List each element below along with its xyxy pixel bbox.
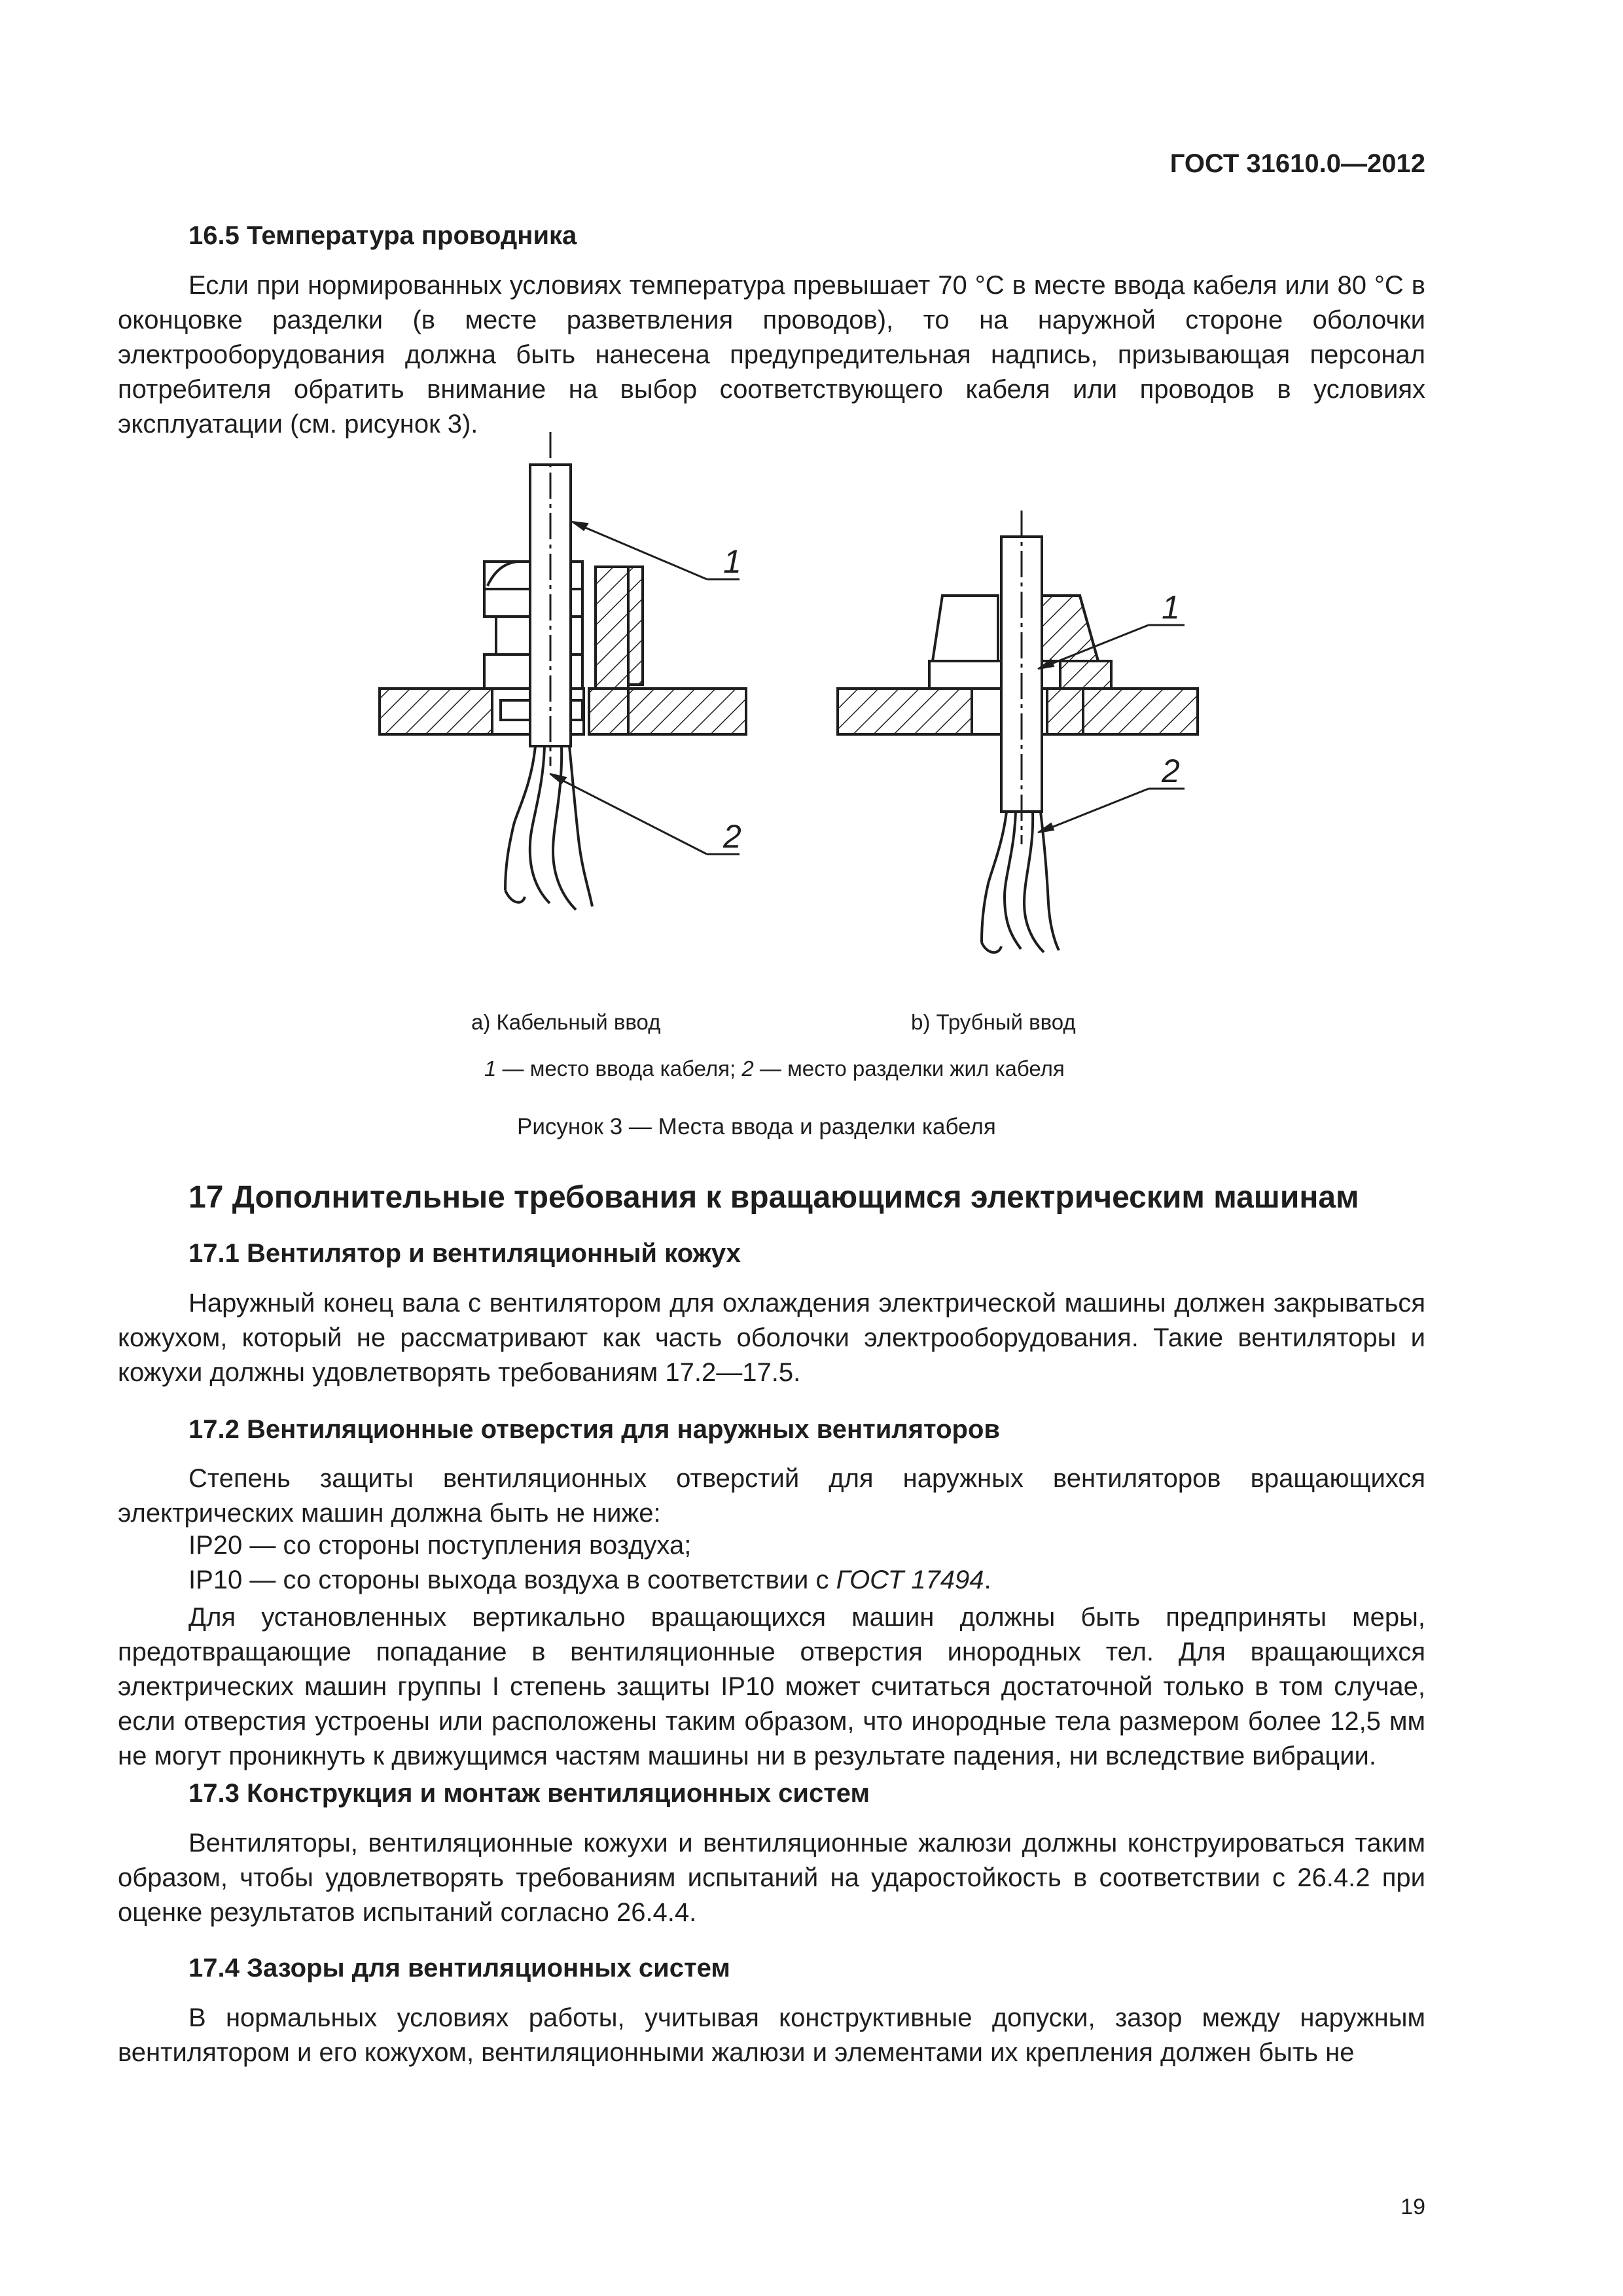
section-17-heading: 17 Дополнительные требования к вращающимся электрическим машинам bbox=[188, 1180, 1359, 1215]
conduit-entry-drawing bbox=[838, 511, 1198, 952]
section-17-4-text: В нормальных условиях работы, учитывая конструктивные допуски, зазор между наружным вентилятором и его кожухом, вентиляционными жалюзи и элементами их крепления должен быть не bbox=[118, 2003, 1425, 2067]
figure-3-drawing bbox=[353, 419, 1204, 1060]
figure-title: Рисунок 3 — Места ввода и разделки кабеля bbox=[517, 1114, 996, 1139]
page-number: 19 bbox=[1400, 2195, 1425, 2219]
figure-legend bbox=[484, 1056, 1065, 1081]
figure-a-label-2: 2 bbox=[723, 818, 741, 855]
section-16-5-heading: 16.5 Температура проводника bbox=[188, 221, 577, 250]
legend-number-2: 2 bbox=[741, 1056, 754, 1081]
figure-b-label-2: 2 bbox=[1162, 753, 1180, 789]
section-17-2-item-ip10 bbox=[188, 1566, 991, 1595]
section-17-3-heading: 17.3 Конструкция и монтаж вентиляционных систем bbox=[188, 1779, 870, 1808]
section-16-5-paragraph bbox=[118, 268, 1425, 442]
section-17-4-paragraph bbox=[118, 2001, 1425, 2070]
section-16-5-text: Если при нормированных условиях температура превышает 70 °С в месте ввода кабеля или 80 °С в оконцовке разделки (в месте разветвления проводов), то на наружной стороне оболочки электрооборудования должна быть нанесена предупредительная надпись, призывающая персонал потребителя обратить внимание на выбор соответствующего кабеля или проводов в условиях эксплуатации (см. рисунок 3). bbox=[118, 271, 1425, 439]
figure-a-label-1: 1 bbox=[723, 543, 741, 580]
section-17-2-item-ip20: IP20 — со стороны поступления воздуха; bbox=[188, 1531, 692, 1560]
section-17-4-heading: 17.4 Зазоры для вентиляционных систем bbox=[188, 1954, 730, 1982]
figure-caption-a: a) Кабельный ввод bbox=[471, 1010, 661, 1034]
item-ip10-end: . bbox=[984, 1566, 991, 1594]
item-ip10-text: IP10 — со стороны выхода воздуха в соответствии с bbox=[188, 1566, 836, 1594]
figure-b-label-1: 1 bbox=[1162, 589, 1180, 626]
section-17-2-text-2: Для установленных вертикально вращающихся машин должны быть предприняты меры, предотвращающие попадание в вентиляционные отверстия инородных тел. Для вращающихся электрических машин группы I степень защиты IP10 может считаться достаточной только в том случае, если отверстия устроены или расположены таким образом, что инородные тела размером более 12,5 мм не могут проникнуть к движущимся частям машины ни в результате падения, ни вследствие вибрации. bbox=[118, 1603, 1425, 1770]
cable-gland-drawing bbox=[380, 432, 746, 910]
section-17-2-heading: 17.2 Вентиляционные отверстия для наружных вентиляторов bbox=[188, 1415, 1000, 1444]
legend-number-1: 1 bbox=[484, 1056, 497, 1081]
section-17-2-paragraph bbox=[118, 1462, 1425, 1531]
section-17-1-text: Наружный конец вала с вентилятором для охлаждения электрической машины должен закрываться кожухом, который не рассматривают как часть оболочки электрооборудования. Такие вентиляторы и кожухи должны удовлетворять требованиям 17.2—17.5. bbox=[118, 1289, 1425, 1387]
section-17-3-paragraph bbox=[118, 1826, 1425, 1930]
section-17-2-paragraph-2 bbox=[118, 1600, 1425, 1774]
section-17-1-paragraph bbox=[118, 1286, 1425, 1390]
section-17-3-text: Вентиляторы, вентиляционные кожухи и вентиляционные жалюзи должны конструироваться таким образом, чтобы удовлетворять требованиям испытаний на ударостойкость в соответствии с 26.4.2 при оценке результатов испытаний согласно 26.4.4. bbox=[118, 1829, 1425, 1927]
figure-caption-b: b) Трубный ввод bbox=[911, 1010, 1076, 1034]
legend-text-1: — место ввода кабеля; bbox=[496, 1056, 742, 1081]
legend-text-2: — место разделки жил кабеля bbox=[753, 1056, 1065, 1081]
gost-17494-reference: ГОСТ 17494 bbox=[836, 1566, 984, 1594]
document-code-header: ГОСТ 31610.0—2012 bbox=[1169, 149, 1425, 178]
section-17-2-text: Степень защиты вентиляционных отверстий для наружных вентиляторов вращающихся электрических машин должна быть не ниже: bbox=[118, 1464, 1425, 1528]
section-17-1-heading: 17.1 Вентилятор и вентиляционный кожух bbox=[188, 1239, 741, 1268]
